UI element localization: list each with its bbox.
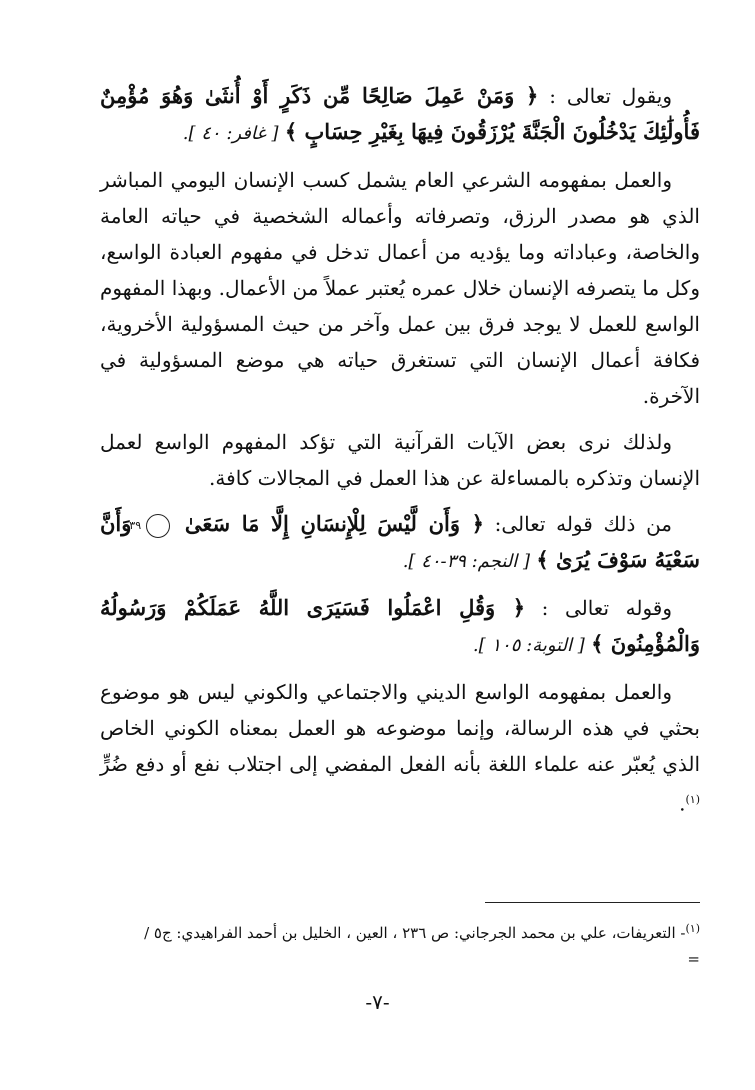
paragraph-end: . xyxy=(679,791,686,816)
paragraph-verse-ghafir xyxy=(100,78,700,152)
paragraph-work-concept xyxy=(100,162,700,414)
quran-verse: ﴿ وَمَنْ عَمِلَ صَالِحًا مِّن ذَكَرٍ أَوْ أُنثَىٰ وَهُوَ مُؤْمِنٌ فَأُولَٰئِكَ يَدْخُلُونَ الْجَنَّةَ يُرْزَقُونَ فِيهَا بِغَيْرِ حِسَابٍ ﴾ xyxy=(100,83,700,144)
paragraph-text: والعمل بمفهومه الواسع الديني والاجتماعي والكوني ليس هو موضوع بحثي في هذه الرسالة، وإنما موضوعه هو العمل بمعناه الكوني الخاص الذي يُعبّر عنه علماء اللغة بأنه الفعل المفضي إلى اجتلاب نفع أو دفع ضُرٍّ xyxy=(100,680,700,776)
verse-intro: من ذلك قوله تعالى: xyxy=(483,512,673,536)
paragraph-text: والعمل بمفهومه الشرعي العام يشمل كسب الإنسان اليومي المباشر الذي هو مصدر الرزق، وتصرفاته وأعماله الشخصية في حياته العامة والخاصة، وعباداته وما يؤديه من أعمال تدخل في مفهوم العبادة الواسع، وكل ما يتصرفه الإنسان خلال عمره يُعتبر عملاً من الأعمال. وبهذا المفهوم الواسع للعمل لا يوجد فرق بين عمل وآخر من حيث المسؤولية الأخروية، فكافة أعمال الإنسان التي تستغرق حياته هي موضع المسؤولية في الآخرة. xyxy=(100,168,700,408)
footnote-continuation: = xyxy=(687,950,700,968)
paragraph-text: ولذلك نرى بعض الآيات القرآنية التي تؤكد المفهوم الواسع لعمل الإنسان وتذكره بالمساءلة عن هذا العمل في المجالات كافة. xyxy=(100,430,700,490)
page-number: -٧- xyxy=(365,990,390,1014)
footnote-line xyxy=(100,916,700,946)
quran-verse-part-a: ﴿ وَأَن لَّيْسَ لِلْإِنسَانِ إِلَّا مَا سَعَىٰ xyxy=(184,511,484,536)
verse-reference: [ التوبة: ١٠٥ ]. xyxy=(472,635,585,656)
footnote xyxy=(100,916,700,972)
verse-intro: ويقول تعالى : xyxy=(538,84,672,108)
paragraph-quranic-verses xyxy=(100,424,700,496)
footnote-divider xyxy=(485,902,700,903)
footnote-number: (١) xyxy=(685,922,700,935)
quran-verse-part-b: وَأَنَّ سَعْيَهُ سَوْفَ يُرَىٰ ﴾ xyxy=(100,511,700,572)
quran-verse: ﴿ وَقُلِ اعْمَلُوا فَسَيَرَى اللَّهُ عَمَلَكُمْ وَرَسُولُهُ وَالْمُؤْمِنُونَ ﴾ xyxy=(100,595,700,656)
paragraph-verse-tawbah xyxy=(100,590,700,664)
verse-intro: وقوله تعالى : xyxy=(525,596,672,620)
verse-reference: [ غافر: ٤٠ ]. xyxy=(182,123,279,144)
footnote-text: - التعريفات، علي بن محمد الجرجاني: ص ٢٣٦ ، العين ، الخليل بن أحمد الفراهيدي: ج٥ / xyxy=(144,924,686,942)
paragraph-verse-najm xyxy=(100,506,700,580)
paragraph-research-topic xyxy=(100,674,700,822)
page-body xyxy=(100,78,700,832)
ayah-number-marker: ٣٩ xyxy=(146,514,170,538)
footnote-marker[interactable]: (١) xyxy=(685,793,700,806)
verse-reference: [ النجم: ٣٩-٤٠ ]. xyxy=(402,551,530,572)
